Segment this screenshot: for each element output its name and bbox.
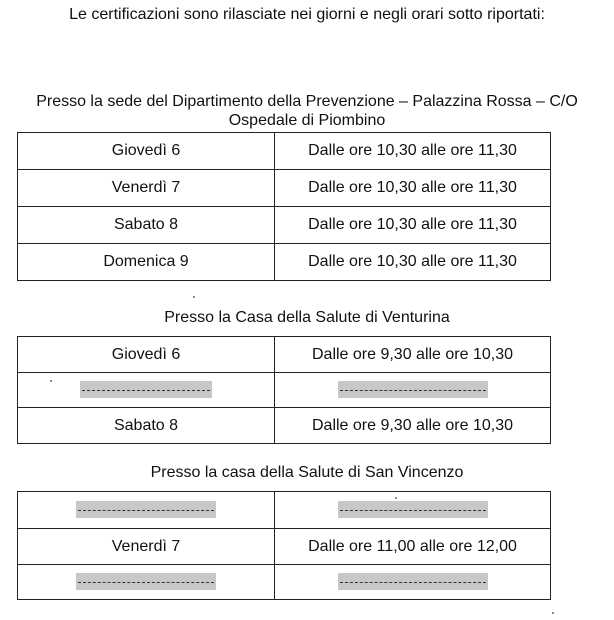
scan-speck (193, 296, 195, 298)
section-heading-venturina: Presso la Casa della Salute di Venturina (164, 309, 450, 326)
table-row (18, 207, 551, 244)
blank-day-cell (18, 373, 275, 408)
table-row (18, 170, 551, 207)
day-cell: Venerdì 7 (18, 170, 275, 207)
table-row (18, 244, 551, 281)
table-row (18, 565, 551, 600)
schedule-table-piombino (17, 132, 551, 281)
day-cell: Venerdì 7 (18, 529, 275, 565)
time-cell: Dalle ore 9,30 alle ore 10,30 (275, 337, 551, 373)
redacted-placeholder (338, 573, 488, 590)
section-heading-line: Presso la sede del Dipartimento della Prevenzione – Palazzina Rossa – C/O (36, 93, 578, 110)
table-row (18, 337, 551, 373)
day-cell: Giovedì 6 (18, 337, 275, 373)
table-row (18, 373, 551, 408)
day-cell: Giovedì 6 (18, 133, 275, 170)
section-heading-line: Ospedale di Piombino (228, 112, 386, 129)
table-row (18, 408, 551, 444)
intro-text: Le certificazioni sono rilasciate nei giorni e negli orari sotto riportati: (69, 6, 545, 23)
schedule-table-venturina (17, 336, 551, 444)
schedule-table-san-vincenzo (17, 491, 551, 600)
redacted-placeholder (76, 573, 216, 590)
blank-time-cell (275, 492, 551, 529)
blank-time-cell (275, 373, 551, 408)
section-heading-piombino (0, 92, 614, 130)
scan-speck (552, 612, 554, 614)
scan-speck (395, 497, 397, 499)
table-row (18, 492, 551, 529)
blank-day-cell (18, 565, 275, 600)
time-cell: Dalle ore 9,30 alle ore 10,30 (275, 408, 551, 444)
table-row (18, 529, 551, 565)
redacted-placeholder (338, 501, 488, 518)
section-heading-san-vincenzo: Presso la casa della Salute di San Vincenzo (150, 464, 464, 481)
redacted-placeholder (76, 501, 216, 518)
day-cell: Domenica 9 (18, 244, 275, 281)
scan-speck (50, 380, 52, 382)
redacted-placeholder (80, 381, 212, 398)
time-cell: Dalle ore 10,30 alle ore 11,30 (275, 244, 551, 281)
redacted-placeholder (338, 381, 488, 398)
day-cell: Sabato 8 (18, 408, 275, 444)
table-row (18, 133, 551, 170)
day-cell: Sabato 8 (18, 207, 275, 244)
time-cell: Dalle ore 11,00 alle ore 12,00 (275, 529, 551, 565)
blank-time-cell (275, 565, 551, 600)
time-cell: Dalle ore 10,30 alle ore 11,30 (275, 207, 551, 244)
time-cell: Dalle ore 10,30 alle ore 11,30 (275, 170, 551, 207)
blank-day-cell (18, 492, 275, 529)
time-cell: Dalle ore 10,30 alle ore 11,30 (275, 133, 551, 170)
